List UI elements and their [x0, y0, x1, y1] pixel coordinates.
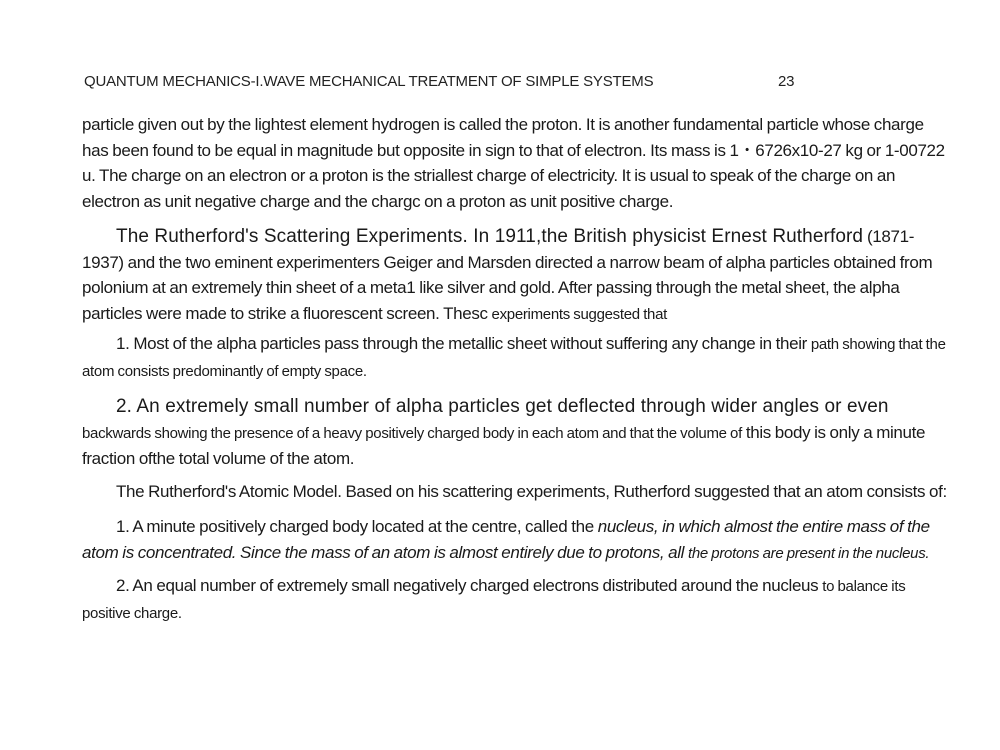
item2-mid: backwards showing the presence of a heavy positively charged body in each atom and that the volume of	[82, 424, 742, 442]
item2-tail: this body is only a minute fraction ofthe total volume of the atom.	[82, 422, 926, 468]
scattering-body: (1871-1937) and the two eminent experimenters Geiger and Marsden directed a narrow beam of alpha particles obtained from polonium at an extremely thin sheet of a meta1 like silver and gold. After passing through the metal sheet, the alpha particles were made to strike a fluorescent screen. Thesc	[82, 227, 933, 323]
model-item-nucleus	[82, 514, 950, 566]
paragraph-scattering-experiments	[82, 224, 950, 327]
running-title: QUANTUM MECHANICS-I.WAVE MECHANICAL TREATMENT OF SIMPLE SYSTEMS	[84, 73, 654, 90]
item2-lead: 2. An extremely small number of alpha particles get deflected through wider angles or even	[116, 396, 889, 417]
model2-tail: to balance its positive charge.	[82, 578, 906, 622]
model1-lead: 1. A minute positively charged body located at the centre, called the	[116, 517, 598, 536]
item1-tail: path showing that the atom consists predominantly of empty space.	[82, 336, 946, 380]
scattering-tail: experiments suggested that	[491, 305, 668, 323]
running-header	[84, 73, 944, 93]
item1-lead: 1. Most of the alpha particles pass through the metallic sheet without suffering any change in their	[116, 334, 807, 353]
list-item-deflection	[82, 394, 950, 472]
model1-italic: nucleus, in which almost the entire mass of the atom is concentrated. Since the mass of an atom is almost entirely due to protons, all	[82, 517, 930, 562]
paragraph-atomic-model: The Rutherford's Atomic Model. Based on his scattering experiments, Rutherford suggested that an atom consists of:	[116, 481, 947, 501]
scattering-heading-line: The Rutherford's Scattering Experiments. In 1911,the British physicist Ernest Rutherford	[116, 226, 864, 247]
page-number: 23	[778, 73, 795, 90]
page-body	[82, 112, 950, 626]
model1-italic-tail: the protons are present in the nucleus.	[687, 544, 930, 562]
model-item-electrons	[82, 573, 950, 626]
model2-lead: 2. An equal number of extremely small negatively charged electrons distributed around the nucleus	[116, 576, 819, 595]
paragraph-proton: particle given out by the lightest element hydrogen is called the proton. It is another fundamental particle whose charge has been found to be equal in magnitude but opposite in sign to that of electron. Its mass is 1・6726x10-27 kg or 1-00722 u. The charge on an electron or a proton is the striallest charge of electricity. It is usual to speak of the charge on an electron as unit negative charge and the chargc on a proton as unit positive charge.	[82, 115, 945, 211]
list-item-empty-space	[82, 331, 950, 384]
